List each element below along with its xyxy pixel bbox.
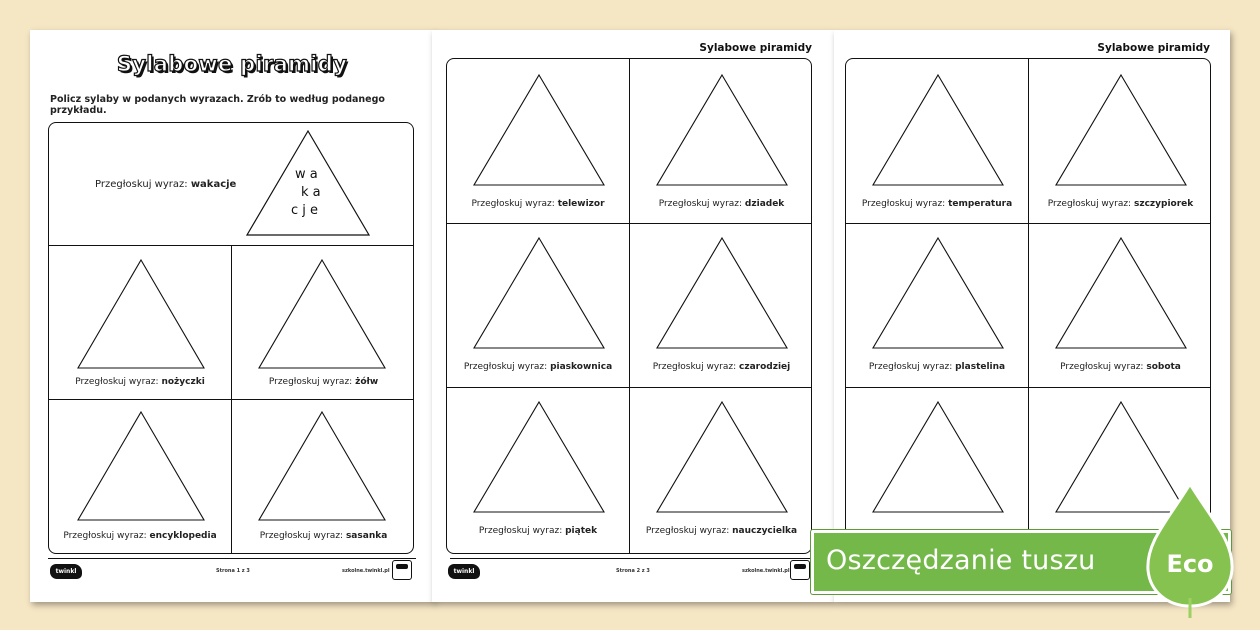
worksheet-title: Sylabowe piramidy (116, 52, 348, 76)
pyramid-cell (49, 400, 232, 554)
pyramid-triangle[interactable] (871, 400, 1005, 514)
pyramid-label: Przegłoskuj wyraz: piątek (478, 526, 598, 536)
page-number: Strona 1 z 3 (216, 568, 250, 574)
running-title: Sylabowe piramidy (699, 42, 812, 54)
example-label (95, 179, 236, 190)
pyramid-triangle[interactable] (1054, 236, 1188, 350)
eco-banner-text: Oszczędzanie tuszu (826, 545, 1096, 576)
pyramid-cell (447, 388, 630, 554)
pyramid-grid-page-2 (446, 58, 812, 554)
pyramid-triangle[interactable] (472, 73, 606, 187)
pyramid-triangle[interactable] (257, 410, 387, 522)
pyramid-label: Przegłoskuj wyraz: sobota (1060, 362, 1181, 372)
pyramid-triangle[interactable] (472, 400, 606, 514)
pyramid-triangle[interactable] (472, 236, 606, 350)
pyramid-cell (846, 224, 1029, 388)
pyramid-label: Przegłoskuj wyraz: plastelina (868, 362, 1006, 372)
pyramid-label: Przegłoskuj wyraz: temperatura (861, 199, 1013, 209)
site-url: szkolne.twinkl.pl (342, 568, 390, 574)
pyramid-cell (1029, 59, 1211, 224)
example-word: wakacje (190, 179, 237, 190)
example-triangle (245, 129, 371, 237)
pyramid-cell (49, 246, 232, 400)
example-row-2: k a (301, 185, 321, 200)
pyramid-cell (630, 388, 812, 554)
pyramid-triangle[interactable] (655, 73, 789, 187)
pyramid-label: Przegłoskuj wyraz: dziadek (658, 199, 785, 209)
twinkl-badge-icon (392, 560, 412, 580)
page-number: Strona 2 z 3 (616, 568, 650, 574)
pyramid-triangle[interactable] (1054, 73, 1188, 187)
pyramid-grid-page-1 (48, 122, 414, 554)
pyramid-cell (447, 224, 630, 388)
pyramid-triangle[interactable] (871, 73, 1005, 187)
twinkl-badge-icon (790, 560, 810, 580)
pyramid-label: Przegłoskuj wyraz: nauczycielka (645, 526, 798, 536)
footer-divider (48, 558, 416, 559)
pyramid-cell (846, 59, 1029, 224)
twinkl-logo: twinkl (448, 564, 480, 579)
pyramid-label: Przegłoskuj wyraz: szczypiorek (1047, 199, 1194, 209)
twinkl-logo: twinkl (50, 564, 82, 579)
example-cell (49, 123, 414, 246)
eco-badge-text: Eco (1166, 550, 1214, 578)
site-url: szkolne.twinkl.pl (742, 568, 790, 574)
instruction-text: Policz sylaby w podanych wyrazach. Zrób to według podanego przykładu. (50, 94, 385, 116)
pyramid-cell (1029, 224, 1211, 388)
pyramid-label: Przegłoskuj wyraz: sasanka (259, 531, 388, 541)
footer-divider (450, 558, 816, 559)
pyramid-cell (232, 246, 414, 400)
pyramid-triangle[interactable] (76, 410, 206, 522)
pyramid-label: Przegłoskuj wyraz: czarodziej (652, 362, 791, 372)
pyramid-label: Przegłoskuj wyraz: encyklopedia (63, 531, 217, 541)
pyramid-triangle[interactable] (655, 236, 789, 350)
pyramid-triangle[interactable] (76, 258, 206, 370)
label-prefix: Przegłoskuj wyraz: (95, 179, 188, 190)
worksheet-page-1 (30, 30, 434, 602)
pyramid-label: Przegłoskuj wyraz: żółw (268, 377, 379, 387)
pyramid-triangle[interactable] (257, 258, 387, 370)
example-row-3: c j e (291, 203, 319, 218)
pyramid-label: Przegłoskuj wyraz: telewizor (471, 199, 605, 209)
example-row-1: w a (295, 167, 318, 182)
pyramid-cell (630, 59, 812, 224)
pyramid-cell (447, 59, 630, 224)
pyramid-cell (630, 224, 812, 388)
eco-leaf-icon (1142, 480, 1238, 620)
pyramid-triangle[interactable] (655, 400, 789, 514)
pyramid-triangle[interactable] (871, 236, 1005, 350)
pyramid-label: Przegłoskuj wyraz: piaskownica (463, 362, 613, 372)
pyramid-label: Przegłoskuj wyraz: nożyczki (75, 377, 205, 387)
worksheet-page-2 (432, 30, 834, 602)
pyramid-cell (232, 400, 414, 554)
running-title: Sylabowe piramidy (1097, 42, 1210, 54)
